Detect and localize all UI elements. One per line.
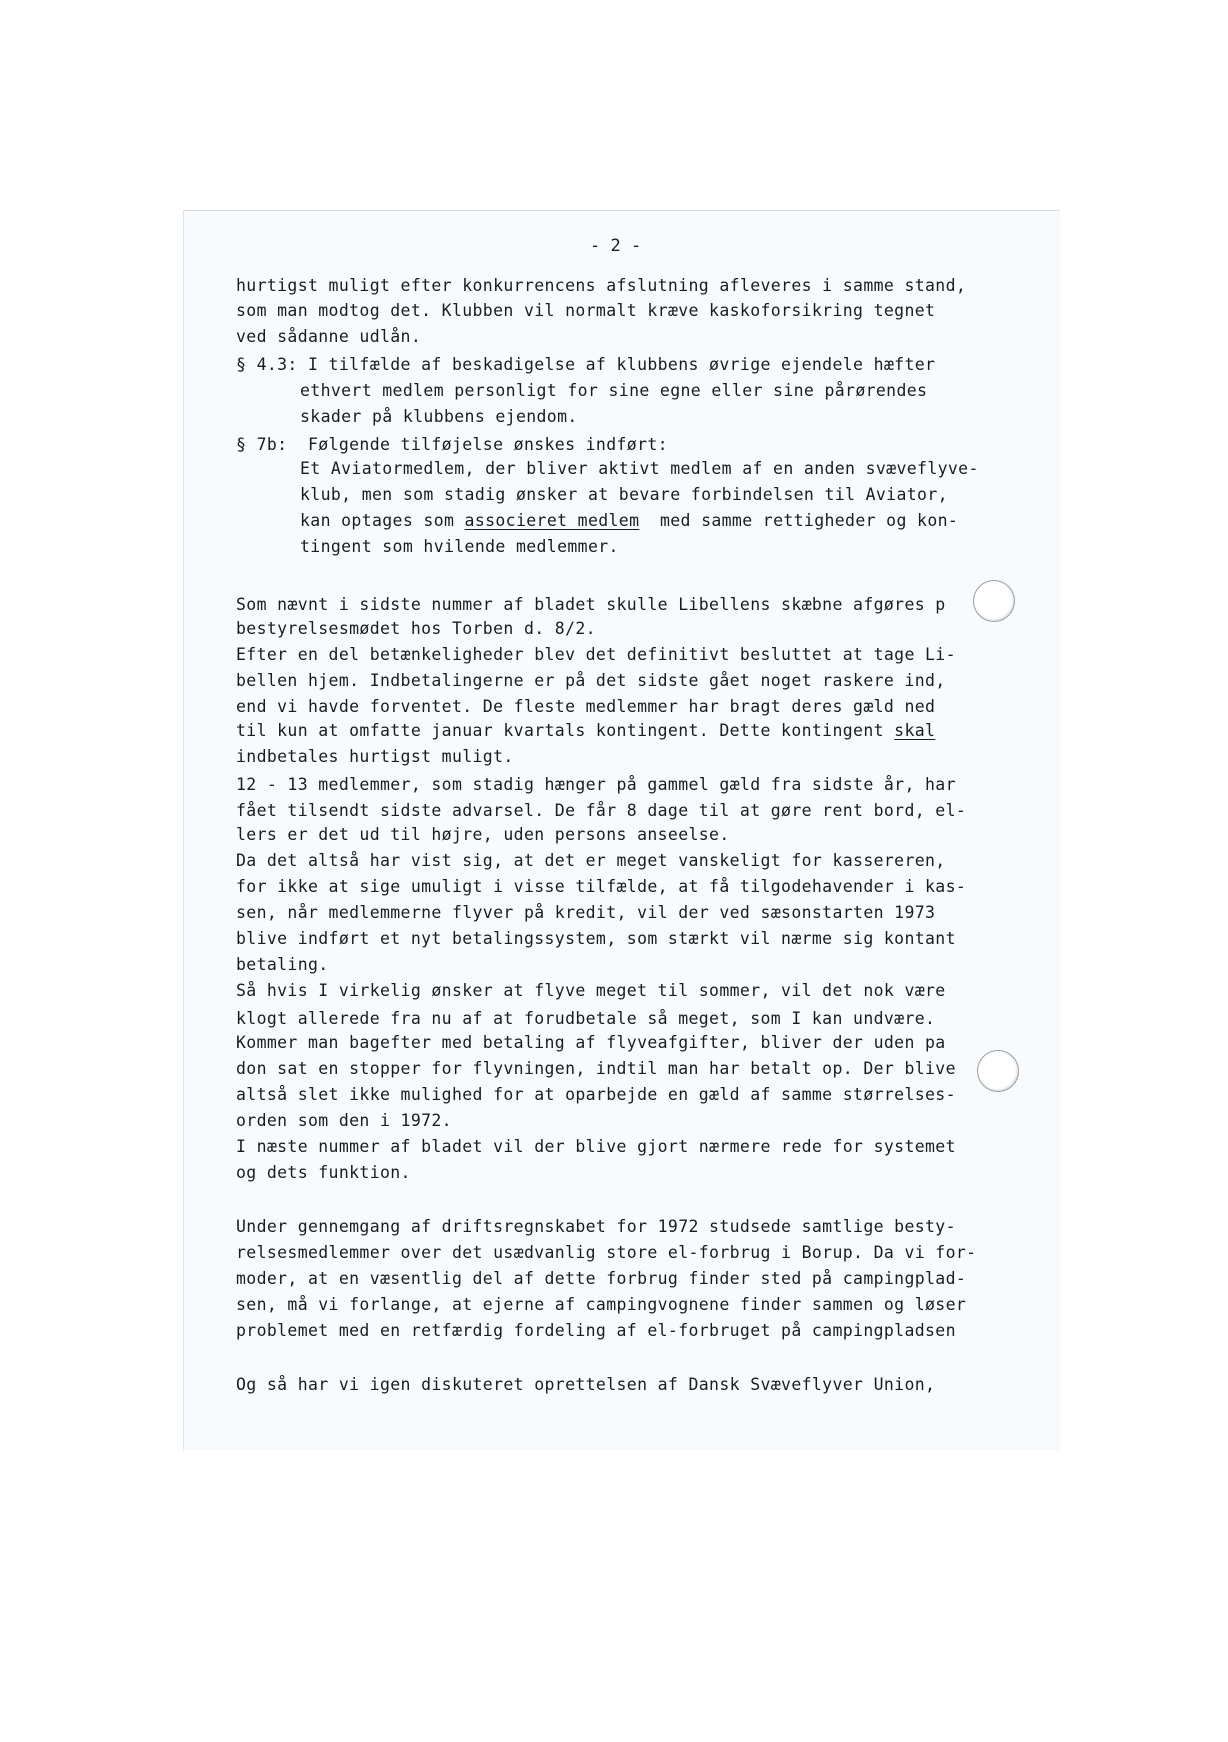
text-line: Og så har vi igen diskuteret oprettelsen af Dansk Svæveflyver Union,	[236, 1375, 936, 1394]
text-line: Så hvis I virkelig ønsker at flyve meget til sommer, vil det nok være	[236, 981, 946, 1000]
text-segment: kan optages som	[300, 511, 465, 530]
text-line: moder, at en væsentlig del af dette forbrug finder sted på campingplad-	[236, 1269, 967, 1288]
text-line: sen, når medlemmerne flyver på kredit, vil der ved sæsonstarten 1973	[236, 903, 936, 922]
text-line: for ikke at sige umuligt i visse tilfælde, at få tilgodehavender i kas-	[236, 877, 967, 896]
text-line: betaling.	[236, 955, 329, 974]
text-line: don sat en stopper for flyvningen, indtil man har betalt op. Der blive	[236, 1059, 956, 1078]
text-line: Et Aviatormedlem, der bliver aktivt medlem af en anden svæveflyve-	[300, 459, 979, 478]
text-line: relsesmedlemmer over det usædvanlig store el-forbrug i Borup. Da vi for-	[236, 1243, 977, 1262]
text-line: ethvert medlem personligt for sine egne eller sine pårørendes	[300, 381, 928, 400]
text-line: bestyrelsesmødet hos Torben d. 8/2.	[236, 619, 596, 638]
text-line: Da det altså har vist sig, at det er meget vanskeligt for kassereren,	[236, 851, 946, 870]
text-line: problemet med en retfærdig fordeling af el-forbruget på campingpladsen	[236, 1321, 956, 1340]
text-line: 12 - 13 medlemmer, som stadig hænger på gammel gæld fra sidste år, har	[236, 775, 956, 794]
text-line: ved sådanne udlån.	[236, 327, 422, 346]
text-line: hurtigst muligt efter konkurrencens afslutning afleveres i samme stand,	[236, 276, 967, 295]
text-line: Efter en del betænkeligheder blev det definitivt besluttet at tage Li-	[236, 645, 956, 664]
text-line: fået tilsendt sidste advarsel. De får 8 dage til at gøre rent bord, el-	[236, 801, 967, 820]
text-line: lers er det ud til højre, uden persons anseelse.	[236, 825, 730, 844]
text-line: orden som den i 1972.	[236, 1111, 452, 1130]
text-line: bellen hjem. Indbetalingerne er på det sidste gået noget raskere ind,	[236, 671, 946, 690]
underlined-text: associeret medlem	[464, 511, 640, 530]
underlined-text: skal	[894, 721, 936, 740]
text-line	[300, 510, 958, 532]
text-line: end vi havde forventet. De fleste medlemmer har bragt deres gæld ned	[236, 697, 936, 716]
text-line: indbetales hurtigst muligt.	[236, 747, 514, 766]
text-line: sen, må vi forlange, at ejerne af campingvognene finder sammen og løser	[236, 1295, 967, 1314]
text-line: klogt allerede fra nu af at forudbetale så meget, som I kan undvære.	[236, 1009, 936, 1028]
text-segment: med samme rettigheder og kon-	[639, 511, 959, 530]
text-line: altså slet ikke mulighed for at oparbejde en gæld af samme størrelses-	[236, 1085, 956, 1104]
text-line: blive indført et nyt betalingssystem, som stærkt vil nærme sig kontant	[236, 929, 956, 948]
text-line: klub, men som stadig ønsker at bevare forbindelsen til Aviator,	[300, 485, 948, 504]
text-line: som man modtog det. Klubben vil normalt kræve kaskoforsikring tegnet	[236, 301, 936, 320]
text-line: § 4.3: I tilfælde af beskadigelse af klubbens øvrige ejendele hæfter	[236, 355, 936, 374]
punch-hole-top	[973, 580, 1015, 622]
text-line	[236, 720, 935, 742]
page-number: - 2 -	[590, 236, 642, 256]
text-line: Kommer man bagefter med betaling af flyveafgifter, bliver der uden pa	[236, 1033, 946, 1052]
punch-hole-bottom	[977, 1050, 1019, 1092]
text-segment: til kun at omfatte januar kvartals kontingent. Dette kontingent	[236, 721, 895, 740]
text-line: Under gennemgang af driftsregnskabet for 1972 studsede samtlige besty-	[236, 1217, 956, 1236]
text-line: I næste nummer af bladet vil der blive gjort nærmere rede for systemet	[236, 1137, 956, 1156]
text-line: tingent som hvilende medlemmer.	[300, 537, 619, 556]
text-line: § 7b: Følgende tilføjelse ønskes indført:	[236, 435, 668, 454]
text-line: Som nævnt i sidste nummer af bladet skulle Libellens skæbne afgøres p	[236, 595, 946, 614]
text-line: og dets funktion.	[236, 1163, 411, 1182]
text-line: skader på klubbens ejendom.	[300, 407, 578, 426]
